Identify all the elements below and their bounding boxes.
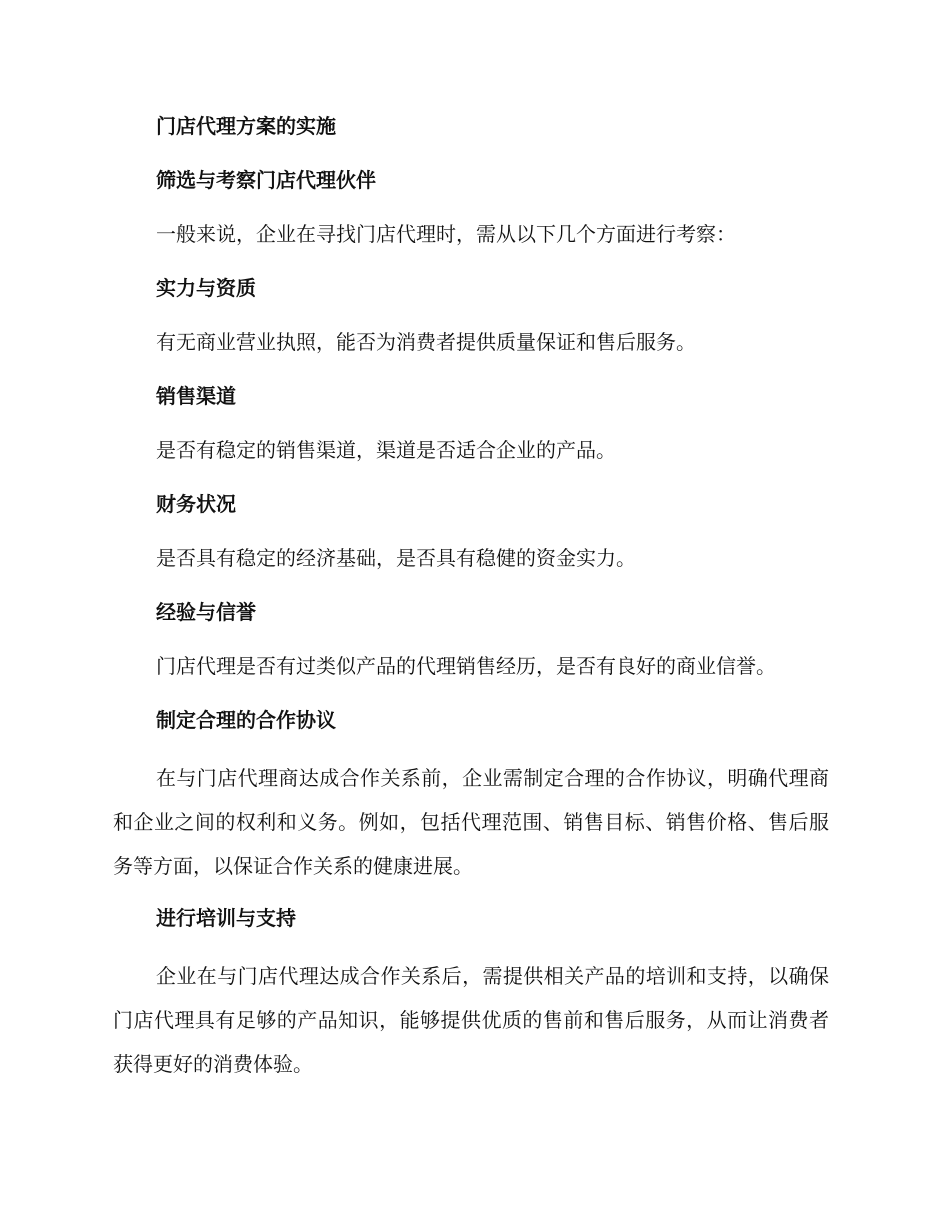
section-text-training: 企业在与门店代理达成合作关系后，需提供相关产品的培训和支持，以确保门店代理具有足够的产品知识，能够提供优质的售前和售后服务，从而让消费者获得更好的消费体验。	[113, 964, 829, 1076]
criteria-text-experience: 门店代理是否有过类似产品的代理销售经历，是否有良好的商业信誉。	[156, 654, 776, 678]
section-heading-training: 进行培训与支持	[156, 906, 296, 930]
criteria-heading-channels: 销售渠道	[156, 384, 236, 408]
document-content	[113, 108, 833, 1098]
section-intro: 一般来说，企业在寻找门店代理时，需从以下几个方面进行考察：	[156, 222, 736, 246]
criteria-heading-strength: 实力与资质	[156, 276, 256, 300]
criteria-text-finance: 是否具有稳定的经济基础，是否具有稳健的资金实力。	[156, 546, 636, 570]
criteria-text-strength: 有无商业营业执照，能否为消费者提供质量保证和售后服务。	[156, 330, 696, 354]
criteria-text-channels: 是否有稳定的销售渠道，渠道是否适合企业的产品。	[156, 438, 616, 462]
criteria-heading-experience: 经验与信誉	[156, 600, 256, 624]
section-heading-screening: 筛选与考察门店代理伙伴	[156, 168, 376, 192]
section-text-agreement: 在与门店代理商达成合作关系前，企业需制定合理的合作协议，明确代理商和企业之间的权利和义务。例如，包括代理范围、销售目标、销售价格、售后服务等方面，以保证合作关系的健康进展。	[113, 766, 829, 878]
section-heading-agreement: 制定合理的合作协议	[156, 708, 336, 732]
criteria-heading-finance: 财务状况	[156, 492, 236, 516]
document-title: 门店代理方案的实施	[156, 114, 336, 138]
